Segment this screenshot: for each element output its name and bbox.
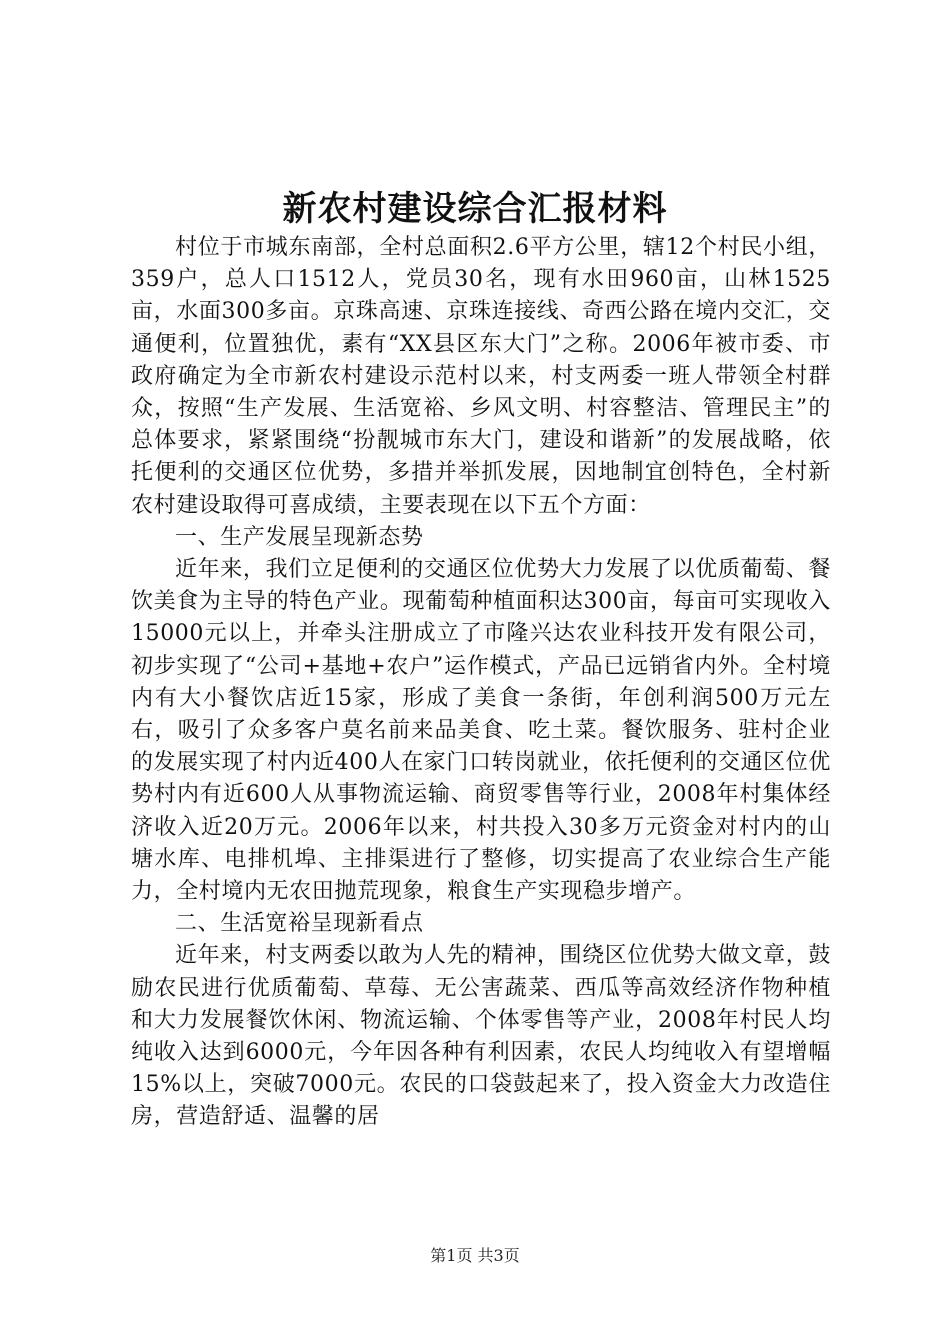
document-body xyxy=(131,232,831,1134)
section-paragraph-2: 近年来，村支两委以敢为人先的精神，围绕区位优势大做文章，鼓励农民进行优质葡萄、草莓、无公害蔬菜、西瓜等高效经济作物种植和大力发展餐饮休闲、物流运输、个体零售等产业，2008年村民人均纯收入达到6000元，今年因各种有利因素，农民人均纯收入有望增幅15%以上，突破7000元。农民的口袋鼓起来了，投入资金大力改造住房，营造舒适、温馨的居 xyxy=(131,943,831,1130)
page-footer: 第1页 共3页 xyxy=(430,1246,520,1265)
section-heading-2: 二、生活宽裕呈现新看点 xyxy=(175,911,424,937)
section-heading-1: 一、生产发展呈现新态势 xyxy=(175,524,424,550)
intro-paragraph: 村位于市城东南部，全村总面积2.6平方公里，辖12个村民小组，359户，总人口1512人，党员30名，现有水田960亩，山林1525亩，水面300多亩。京珠高速、京珠连接线、奇西公路在境内交汇，交通便利，位置独优，素有“XX县区东大门”之称。2006年被市委、市政府确定为全市新农村建设示范村以来，村支两委一班人带领全村群众，按照“生产发展、生活宽裕、乡风文明、村容整洁、管理民主”的总体要求，紧紧围绕“扮靓城市东大门，建设和谐新”的发展战略，依托便利的交通区位优势，多措并举抓发展，因地制宜创特色，全村新农村建设取得可喜成绩，主要表现在以下五个方面： xyxy=(131,235,831,518)
document-title: 新农村建设综合汇报材料 xyxy=(282,189,668,229)
section-paragraph-1: 近年来，我们立足便利的交通区位优势大力发展了以优质葡萄、餐饮美食为主导的特色产业。现葡萄种植面积达300亩，每亩可实现收入15000元以上，并牵头注册成立了市隆兴达农业科技开发有限公司，初步实现了“公司+基地+农户”运作模式，产品已远销省内外。全村境内有大小餐饮店近15家，形成了美食一条街，年创利润500万元左右，吸引了众多客户莫名前来品美食、吃土菜。餐饮服务、驻村企业的发展实现了村内近400人在家门口转岗就业，依托便利的交通区位优势村内有近600人从事物流运输、商贸零售等行业，2008年村集体经济收入近20万元。2006年以来，村共投入30多万元资金对村内的山塘水库、电排机埠、主排渠进行了整修，切实提高了农业综合生产能力，全村境内无农田抛荒现象，粮食生产实现稳步增产。 xyxy=(131,557,831,905)
